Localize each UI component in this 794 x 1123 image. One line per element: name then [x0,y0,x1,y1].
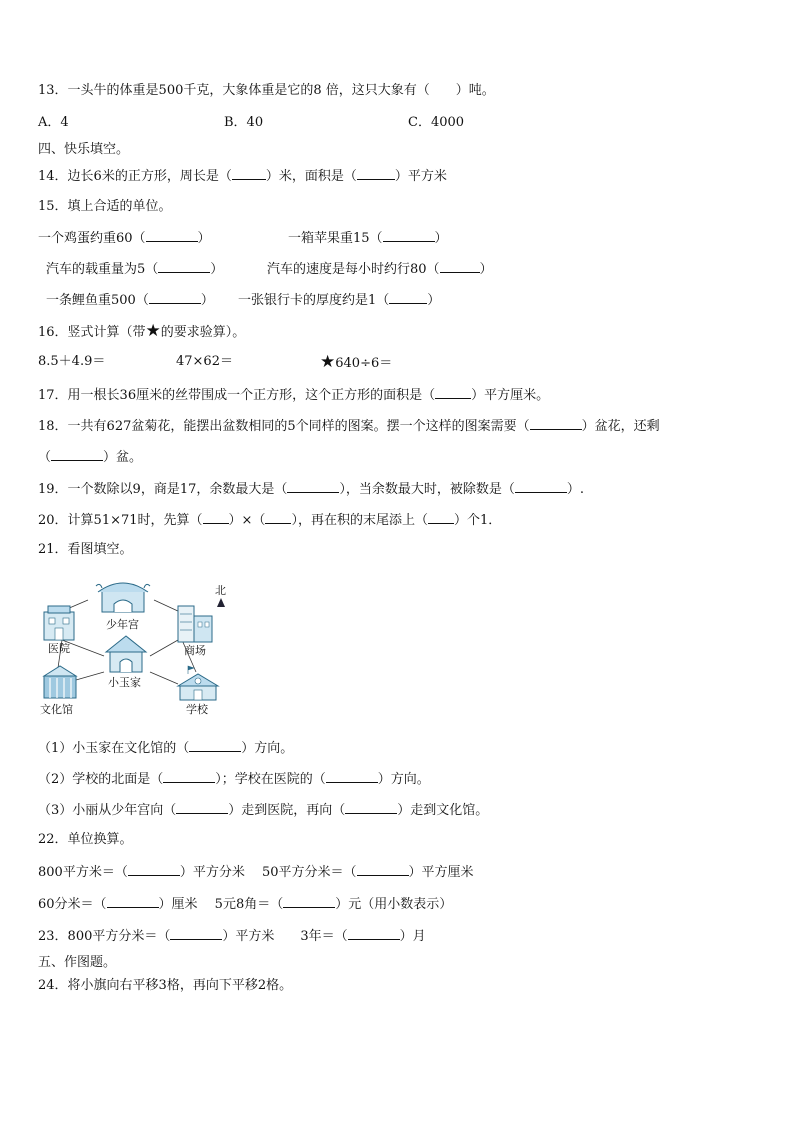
q22-row-1: 800平方米＝（ ）平方分米 50平方分米＝（ ）平方厘米 [38,865,474,880]
culture-center-label: 文化馆 [40,703,73,716]
school-label: 学校 [186,703,208,716]
q16-expr-3: ★640÷6＝ [320,352,393,372]
q21-sub-2: （2）学校的北面是（ ）；学校在医院的（ ）方向。 [38,772,430,787]
q15-item-carp: 一条鲤鱼重500（ ） [46,293,214,308]
q13-option-a: A．4 [38,115,69,130]
star-icon: ★ [145,321,161,341]
question-15-title: 15．填上合适的单位。 [38,199,172,214]
question-17: 17．用一根长36厘米的丝带围成一个正方形，这个正方形的面积是（ ）平方厘米。 [38,388,550,403]
question-23: 23．800平方分米＝（ ）平方米 3年＝（ ）月 [38,929,426,944]
star-icon: ★ [320,352,336,372]
home-label: 小玉家 [108,676,141,689]
map-figure [38,580,238,720]
question-18-cont: （ ）盆。 [38,450,143,465]
question-18: 18．一共有627盆菊花，能摆出盆数相同的5个同样的图案。摆一个这样的图案需要（ ）盆花，还剩 [38,419,660,434]
question-21-title: 21．看图填空。 [38,542,133,557]
question-22-title: 22．单位换算。 [38,832,133,847]
q16-expr-2: 47×62＝ [176,354,233,369]
question-20: 20．计算51×71时，先算（ ）×（ ），再在积的末尾添上（ ）个1． [38,513,502,528]
question-16-title: 16．竖式计算（带★的要求验算）。 [38,321,246,341]
north-arrow-icon [215,584,226,607]
school-icon [178,666,218,700]
question-13: 13．一头牛的体重是500千克，大象体重是它的8 倍，这只大象有（ ）吨。 [38,83,495,98]
q15-item-egg: 一个鸡蛋约重60（ ） [38,231,211,246]
section-5-heading: 五、作图题。 [38,955,117,970]
question-19: 19．一个数除以9，商是17，余数最大是（ ），当余数最大时，被除数是（ ）. [38,482,585,497]
youth-palace-icon [96,583,150,612]
mall-label: 商场 [184,644,206,657]
q15-item-apples: 一箱苹果重15（ ） [288,231,448,246]
north-label: 北 [215,584,226,597]
q21-sub-1: （1）小玉家在文化馆的（ ）方向。 [38,741,294,756]
q13-option-b: B．40 [224,115,264,130]
hospital-label: 医院 [48,642,70,655]
q16-expr-1: 8.5＋4.9＝ [38,354,106,369]
question-24: 24．将小旗向右平移3格，再向下平移2格。 [38,978,293,993]
question-14: 14．边长6米的正方形，周长是（ ）米，面积是（ ）平方米 [38,169,447,184]
q15-item-truck-load: 汽车的载重量为5（ ） [46,262,224,277]
q15-item-car-speed: 汽车的速度是每小时约行80（ ） [267,262,493,277]
home-icon [106,636,146,672]
culture-center-icon [44,666,76,698]
youth-palace-label: 少年宫 [106,618,139,631]
q21-sub-3: （3）小丽从少年宫向（ ）走到医院，再向（ ）走到文化馆。 [38,803,489,818]
mall-icon [178,606,212,642]
q15-item-bank-card: 一张银行卡的厚度约是1（ ） [238,293,441,308]
q22-row-2: 60分米＝（ ）厘米 5元8角＝（ ）元（用小数表示） [38,897,453,912]
hospital-icon [44,606,74,640]
q13-option-c: C．4000 [408,115,465,130]
section-4-heading: 四、快乐填空。 [38,142,130,157]
